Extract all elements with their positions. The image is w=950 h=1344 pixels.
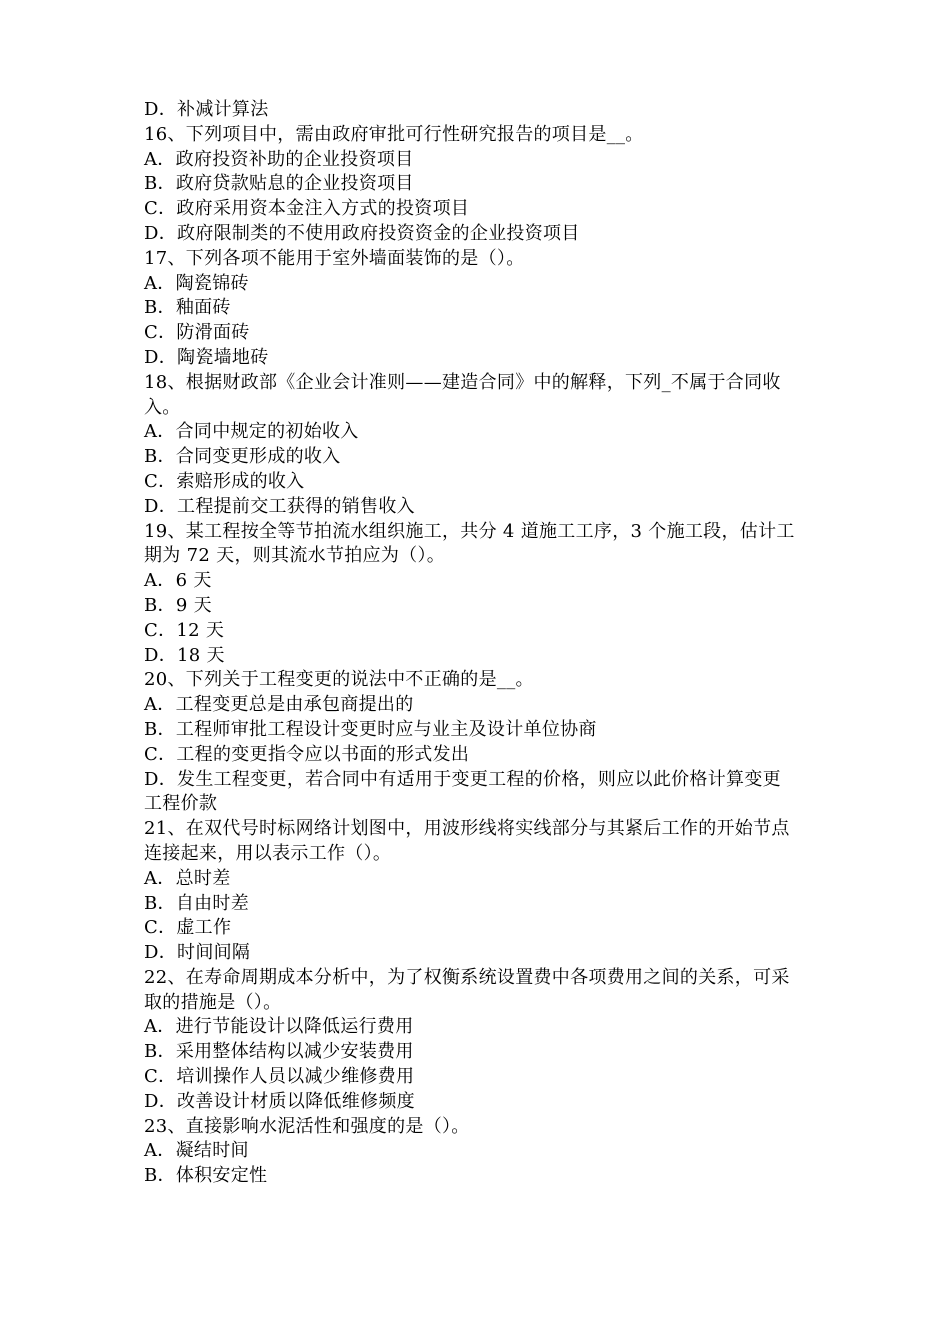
option-line: C．工程的变更指令应以书面的形式发出 [144, 743, 470, 765]
option-line-continued: 工程价款 [144, 793, 218, 815]
option-line: B．自由时差 [144, 892, 250, 914]
option-line: D．时间间隔 [144, 942, 251, 964]
option-line: B．工程师审批工程设计变更时应与业主及设计单位协商 [144, 718, 597, 740]
option-line: A．6 天 [144, 570, 212, 592]
question-line: 17、下列各项不能用于室外墙面装饰的是（）。 [144, 247, 525, 269]
option-line: D．陶瓷墙地砖 [144, 346, 269, 368]
option-line: A．政府投资补助的企业投资项目 [144, 148, 414, 170]
question-line: 21、在双代号时标网络计划图中，用波形线将实线部分与其紧后工作的开始节点 [144, 818, 790, 840]
option-line: D．改善设计材质以降低维修频度 [144, 1090, 415, 1112]
question-line: 19、某工程按全等节拍流水组织施工，共分 4 道施工工序，3 个施工段，估计工 [144, 520, 795, 542]
option-line: C．虚工作 [144, 917, 232, 939]
option-line: B．合同变更形成的收入 [144, 446, 341, 468]
option-line: D．发生工程变更，若合同中有适用于变更工程的价格，则应以此价格计算变更 [144, 768, 781, 790]
option-line: D．18 天 [144, 644, 225, 666]
option-line: A．凝结时间 [144, 1140, 249, 1162]
option-line: B．9 天 [144, 594, 212, 616]
question-line-continued: 期为 72 天，则其流水节拍应为（）。 [144, 545, 446, 567]
question-line-continued: 取的措施是（）。 [144, 991, 282, 1013]
question-line-continued: 连接起来，用以表示工作（）。 [144, 842, 392, 864]
question-line: 23、直接影响水泥活性和强度的是（）。 [144, 1115, 470, 1137]
option-line: A．进行节能设计以降低运行费用 [144, 1016, 414, 1038]
question-line-continued: 入。 [144, 396, 181, 418]
option-line: B．体积安定性 [144, 1165, 268, 1187]
option-line: C．12 天 [144, 619, 225, 641]
option-line: D．工程提前交工获得的销售收入 [144, 495, 415, 517]
option-line: C．政府采用资本金注入方式的投资项目 [144, 198, 470, 220]
question-line: 20、下列关于工程变更的说法中不正确的是__。 [144, 669, 534, 691]
option-line: A．工程变更总是由承包商提出的 [144, 694, 414, 716]
question-line: 22、在寿命周期成本分析中，为了权衡系统设置费中各项费用之间的关系，可采 [144, 966, 790, 988]
question-line: 18、根据财政部《企业会计准则——建造合同》中的解释，下列_不属于合同收 [144, 371, 781, 393]
option-line: A．合同中规定的初始收入 [144, 421, 359, 443]
option-line: B．釉面砖 [144, 297, 231, 319]
option-line: B．采用整体结构以减少安装费用 [144, 1041, 414, 1063]
option-line: C．索赔形成的收入 [144, 470, 305, 492]
option-line: A．总时差 [144, 867, 231, 889]
option-line: A．陶瓷锦砖 [144, 272, 249, 294]
document-body [144, 98, 812, 1189]
option-line: C．培训操作人员以减少维修费用 [144, 1066, 415, 1088]
option-line: D．政府限制类的不使用政府投资资金的企业投资项目 [144, 222, 580, 244]
option-line: D．补减计算法 [144, 99, 269, 120]
option-line: B．政府贷款贴息的企业投资项目 [144, 173, 414, 195]
option-line: C．防滑面砖 [144, 322, 250, 344]
question-line: 16、下列项目中，需由政府审批可行性研究报告的项目是__。 [144, 123, 644, 145]
